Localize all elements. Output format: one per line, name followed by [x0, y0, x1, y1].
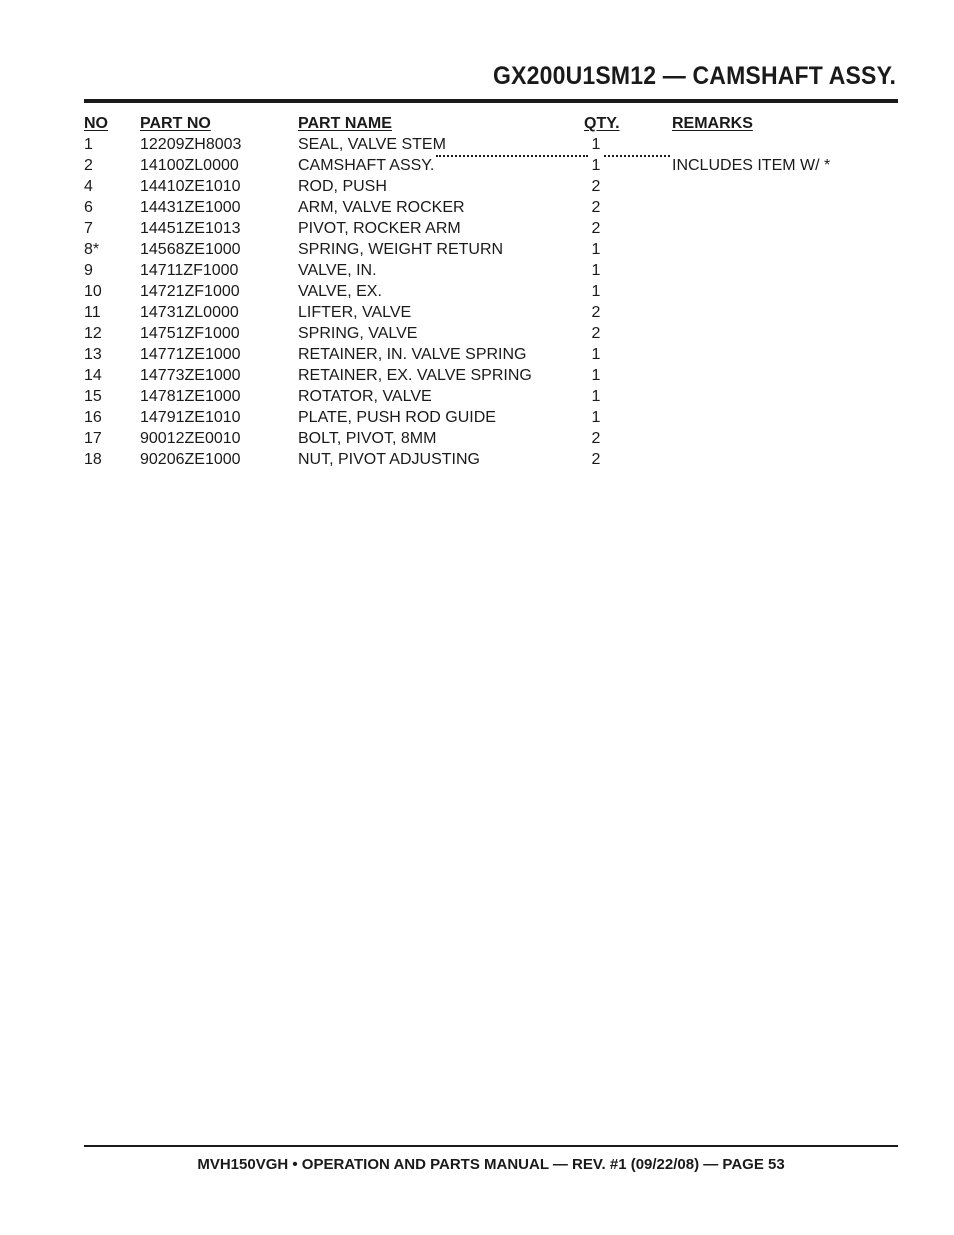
table-row: [84, 197, 898, 218]
quantity: 1: [591, 283, 601, 300]
table-row: [84, 323, 898, 344]
item-no: 8*: [84, 241, 100, 258]
item-no: 12: [84, 325, 102, 342]
item-no: 16: [84, 409, 102, 426]
quantity: 1: [591, 136, 601, 153]
table-row: [84, 176, 898, 197]
part-number: 14751ZF1000: [140, 325, 240, 342]
part-name: ARM, VALVE ROCKER: [298, 199, 465, 216]
table-row: [84, 407, 898, 428]
item-no: 10: [84, 283, 102, 300]
item-no: 2: [84, 157, 93, 174]
item-no: 9: [84, 262, 93, 279]
item-no: 17: [84, 430, 102, 447]
item-no: 4: [84, 178, 93, 195]
item-no: 6: [84, 199, 93, 216]
table-row: [84, 134, 898, 155]
part-number: 14781ZE1000: [140, 388, 241, 405]
quantity: 1: [591, 241, 601, 258]
quantity: 2: [591, 451, 601, 468]
part-number: 14791ZE1010: [140, 409, 241, 426]
table-row: [84, 365, 898, 386]
part-number: 14568ZE1000: [140, 241, 241, 258]
part-number: 14711ZF1000: [140, 262, 239, 279]
column-header-part-name: PART NAME: [298, 115, 392, 132]
dot-leader: [436, 155, 588, 157]
table-row: [84, 155, 898, 176]
column-header-no: NO: [84, 115, 108, 132]
part-name: RETAINER, IN. VALVE SPRING: [298, 346, 527, 363]
part-name: RETAINER, EX. VALVE SPRING: [298, 367, 532, 384]
quantity: 1: [591, 367, 601, 384]
part-name: SEAL, VALVE STEM: [298, 136, 446, 153]
item-no: 14: [84, 367, 102, 384]
part-name: BOLT, PIVOT, 8MM: [298, 430, 437, 447]
quantity: 2: [591, 220, 601, 237]
item-no: 1: [84, 136, 93, 153]
table-row: [84, 281, 898, 302]
part-name: ROTATOR, VALVE: [298, 388, 432, 405]
parts-table: [84, 113, 898, 470]
part-number: 14431ZE1000: [140, 199, 241, 216]
table-row: [84, 302, 898, 323]
part-number: 14100ZL0000: [140, 157, 239, 174]
part-number: 14451ZE1013: [140, 220, 241, 237]
table-header-row: [84, 113, 898, 134]
part-name: LIFTER, VALVE: [298, 304, 412, 321]
item-no: 13: [84, 346, 102, 363]
part-number: 90012ZE0010: [140, 430, 241, 447]
page-footer: MVH150VGH • OPERATION AND PARTS MANUAL — REV. #1 (09/22/08) — PAGE 53: [197, 1156, 785, 1173]
quantity: 2: [591, 304, 601, 321]
part-number: 14771ZE1000: [140, 346, 241, 363]
footer-divider: [84, 1145, 898, 1147]
quantity: 1: [591, 262, 601, 279]
table-row: [84, 260, 898, 281]
quantity: 1: [591, 409, 601, 426]
item-no: 7: [84, 220, 93, 237]
part-name: VALVE, EX.: [298, 283, 382, 300]
part-name: SPRING, WEIGHT RETURN: [298, 241, 504, 258]
quantity: 2: [591, 430, 601, 447]
table-row: [84, 344, 898, 365]
table-row: [84, 218, 898, 239]
table-row: [84, 386, 898, 407]
part-number: 90206ZE1000: [140, 451, 241, 468]
column-header-part-no: PART NO: [140, 115, 211, 132]
part-number: 14721ZF1000: [140, 283, 240, 300]
quantity: 1: [591, 346, 601, 363]
quantity: 1: [591, 157, 601, 174]
dot-leader: [604, 155, 670, 157]
item-no: 15: [84, 388, 102, 405]
table-row: [84, 449, 898, 470]
column-header-remarks: REMARKS: [672, 115, 753, 132]
part-number: 14410ZE1010: [140, 178, 241, 195]
quantity: 1: [591, 388, 601, 405]
page-title: GX200U1SM12 — CAMSHAFT ASSY.: [492, 62, 896, 90]
part-name: PLATE, PUSH ROD GUIDE: [298, 409, 496, 426]
quantity: 2: [591, 178, 601, 195]
table-row: [84, 239, 898, 260]
quantity: 2: [591, 325, 601, 342]
item-no: 18: [84, 451, 102, 468]
column-header-qty: QTY.: [584, 115, 620, 132]
title-divider: [84, 99, 898, 103]
part-number: 14731ZL0000: [140, 304, 239, 321]
remarks: INCLUDES ITEM W/ *: [672, 157, 831, 174]
table-row: [84, 428, 898, 449]
part-number: 12209ZH8003: [140, 136, 242, 153]
part-name: CAMSHAFT ASSY.: [298, 157, 435, 174]
part-name: NUT, PIVOT ADJUSTING: [298, 451, 480, 468]
part-name: ROD, PUSH: [298, 178, 387, 195]
part-name: SPRING, VALVE: [298, 325, 418, 342]
part-name: VALVE, IN.: [298, 262, 377, 279]
part-number: 14773ZE1000: [140, 367, 241, 384]
part-name: PIVOT, ROCKER ARM: [298, 220, 461, 237]
quantity: 2: [591, 199, 601, 216]
item-no: 11: [84, 304, 101, 321]
